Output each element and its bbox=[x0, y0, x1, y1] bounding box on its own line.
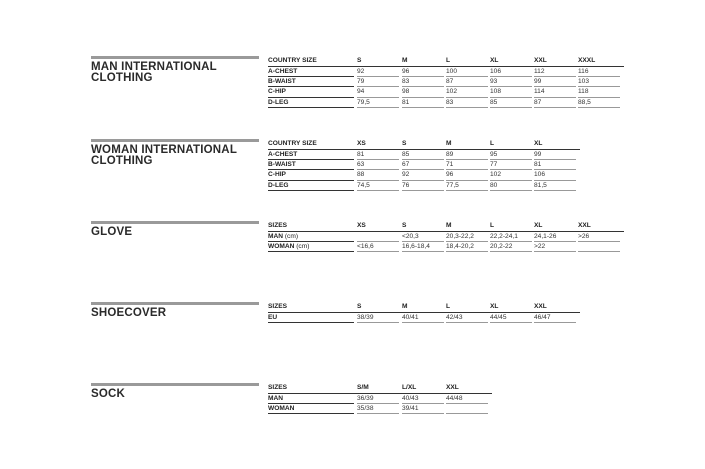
table-row bbox=[268, 181, 580, 191]
table-header-row bbox=[268, 56, 624, 67]
column-header: XXL bbox=[534, 303, 547, 310]
table-header-row bbox=[268, 221, 624, 232]
size-table bbox=[268, 383, 492, 414]
column-header: S bbox=[357, 57, 362, 64]
table-row bbox=[268, 98, 624, 108]
table-cell: 98 bbox=[402, 88, 410, 96]
column-header: XL bbox=[534, 222, 543, 229]
table-cell: 114 bbox=[534, 88, 545, 96]
column-header: L bbox=[490, 140, 495, 147]
row-label-text: D-LEG bbox=[268, 98, 289, 106]
table-cell: 112 bbox=[534, 68, 545, 75]
cell-rule bbox=[446, 413, 488, 414]
table-cell: 102 bbox=[490, 171, 502, 179]
section-title: WOMAN INTERNATIONAL CLOTHING bbox=[91, 144, 237, 167]
table-cell: 92 bbox=[357, 68, 365, 75]
table-cell: 87 bbox=[446, 78, 454, 86]
cell-rule bbox=[357, 190, 399, 191]
row-label-rule bbox=[268, 413, 354, 414]
cell-rule bbox=[446, 322, 488, 323]
table-cell: 35/38 bbox=[357, 405, 374, 413]
cell-rule bbox=[534, 107, 576, 108]
column-header: S bbox=[402, 222, 407, 229]
table-row bbox=[268, 313, 580, 323]
table-cell: 102 bbox=[446, 88, 458, 96]
cell-rule bbox=[402, 413, 444, 414]
cell-rule bbox=[357, 251, 399, 252]
cell-rule bbox=[402, 190, 444, 191]
table-cell: 42/43 bbox=[446, 314, 463, 321]
table-cell: 71 bbox=[446, 161, 454, 169]
table-cell: 76 bbox=[402, 181, 410, 189]
table-cell: 20,2-22 bbox=[490, 243, 513, 251]
cell-rule bbox=[578, 107, 620, 108]
table-cell: 87 bbox=[534, 98, 542, 106]
table-cell: 100 bbox=[446, 68, 458, 75]
column-header: S bbox=[402, 140, 407, 147]
table-cell: 22,2-24,1 bbox=[490, 233, 518, 240]
table-cell: 85 bbox=[402, 151, 410, 158]
column-header: COUNTRY SIZE bbox=[268, 140, 317, 147]
table-cell: 46/47 bbox=[534, 314, 551, 321]
section-rule bbox=[91, 302, 259, 305]
table-row bbox=[268, 160, 580, 170]
cell-rule bbox=[490, 190, 532, 191]
cell-rule bbox=[490, 322, 532, 323]
table-cell: <20,3 bbox=[402, 233, 419, 240]
table-cell: 40/41 bbox=[402, 314, 419, 321]
table-header-row bbox=[268, 302, 580, 313]
column-header: M bbox=[402, 57, 408, 64]
table-header-row bbox=[268, 383, 492, 394]
column-header: XS bbox=[357, 222, 366, 229]
table-cell: 63 bbox=[357, 161, 365, 169]
row-label-text: WOMAN bbox=[268, 243, 295, 251]
table-cell: 103 bbox=[578, 78, 590, 86]
size-table bbox=[268, 56, 624, 108]
section-heading bbox=[91, 139, 259, 167]
cell-rule bbox=[357, 107, 399, 108]
table-cell: 77 bbox=[490, 161, 498, 169]
cell-rule bbox=[357, 413, 399, 414]
table-cell: 99 bbox=[534, 151, 542, 158]
table-cell: 81,5 bbox=[534, 181, 547, 189]
column-header: SIZES bbox=[268, 384, 288, 391]
column-header: XL bbox=[534, 140, 543, 147]
table-cell: >26 bbox=[578, 233, 590, 240]
column-header: L bbox=[490, 222, 495, 229]
row-label-text: A-CHEST bbox=[268, 151, 298, 158]
cell-rule bbox=[446, 107, 488, 108]
section-heading bbox=[91, 221, 259, 238]
table-cell: 85 bbox=[490, 98, 498, 106]
table-row bbox=[268, 404, 492, 414]
table-row bbox=[268, 242, 624, 252]
table-cell: 83 bbox=[446, 98, 454, 106]
table-cell: 40/43 bbox=[402, 395, 419, 402]
table-cell: 108 bbox=[490, 88, 502, 96]
row-label-text: A-CHEST bbox=[268, 68, 298, 75]
table-cell: 94 bbox=[357, 88, 365, 96]
column-header: L bbox=[446, 303, 451, 310]
size-table bbox=[268, 139, 580, 191]
table-cell: 92 bbox=[402, 171, 410, 179]
cell-rule bbox=[446, 251, 488, 252]
table-row bbox=[268, 170, 580, 180]
section-title: GLOVE bbox=[91, 226, 133, 238]
section-rule bbox=[91, 139, 259, 142]
section-rule bbox=[91, 383, 259, 386]
row-unit: (cm) bbox=[283, 233, 299, 240]
column-header: XL bbox=[490, 57, 499, 64]
table-cell: 67 bbox=[402, 161, 410, 169]
section-rule bbox=[91, 56, 259, 59]
table-row bbox=[268, 67, 624, 77]
column-header: S bbox=[357, 303, 362, 310]
table-cell: 89 bbox=[446, 151, 454, 158]
table-cell: 16,6-18,4 bbox=[402, 243, 430, 251]
table-cell: 96 bbox=[402, 68, 410, 75]
column-header: XL bbox=[490, 303, 499, 310]
column-header: M bbox=[446, 222, 452, 229]
cell-rule bbox=[446, 190, 488, 191]
table-cell: 74,5 bbox=[357, 181, 370, 189]
section-title: MAN INTERNATIONAL CLOTHING bbox=[91, 61, 217, 84]
column-header: L/XL bbox=[402, 384, 417, 391]
row-label-rule bbox=[268, 251, 354, 252]
size-table bbox=[268, 302, 580, 323]
column-header: XXL bbox=[534, 57, 547, 64]
row-label-text: WOMAN bbox=[268, 405, 295, 413]
row-label-text: B-WAIST bbox=[268, 78, 296, 86]
table-cell: 79 bbox=[357, 78, 365, 86]
cell-rule bbox=[402, 322, 444, 323]
column-header: M bbox=[402, 303, 408, 310]
table-cell: 18,4-20,2 bbox=[446, 243, 474, 251]
row-label-text: EU bbox=[268, 314, 278, 321]
column-header: XXL bbox=[446, 384, 459, 391]
cell-rule bbox=[534, 322, 576, 323]
table-cell: 20,3-22,2 bbox=[446, 233, 474, 240]
table-cell: 77,5 bbox=[446, 181, 459, 189]
table-cell: >22 bbox=[534, 243, 546, 251]
table-header-row bbox=[268, 139, 580, 150]
table-cell: 81 bbox=[357, 151, 365, 158]
column-header: S/M bbox=[357, 384, 369, 391]
table-cell: 106 bbox=[534, 171, 546, 179]
table-cell: 96 bbox=[446, 171, 454, 179]
table-cell: 88,5 bbox=[578, 98, 591, 106]
section-heading bbox=[91, 56, 259, 84]
row-label-text: B-WAIST bbox=[268, 161, 296, 169]
row-label-text: D-LEG bbox=[268, 181, 289, 189]
column-header: SIZES bbox=[268, 222, 288, 229]
table-cell: 88 bbox=[357, 171, 365, 179]
table-row bbox=[268, 232, 624, 242]
table-cell: 118 bbox=[578, 88, 589, 96]
column-header: XXL bbox=[578, 222, 591, 229]
section-title: SHOECOVER bbox=[91, 307, 167, 319]
table-row bbox=[268, 394, 492, 404]
section-title: SOCK bbox=[91, 388, 126, 400]
table-cell: 79,5 bbox=[357, 98, 370, 106]
section-rule bbox=[91, 221, 259, 224]
table-cell: 99 bbox=[534, 78, 542, 86]
row-label-rule bbox=[268, 322, 354, 323]
column-header: SIZES bbox=[268, 303, 288, 310]
column-header: M bbox=[446, 140, 452, 147]
row-label-text: C-HIP bbox=[268, 171, 286, 179]
cell-rule bbox=[490, 107, 532, 108]
table-cell: 81 bbox=[534, 161, 542, 169]
size-table bbox=[268, 221, 624, 252]
row-label-rule bbox=[268, 107, 354, 108]
cell-rule bbox=[578, 251, 620, 252]
table-cell: 106 bbox=[490, 68, 502, 75]
row-label-rule bbox=[268, 190, 354, 191]
row-label-text: MAN bbox=[268, 395, 284, 402]
table-row bbox=[268, 87, 624, 97]
table-cell: 80 bbox=[490, 181, 498, 189]
table-cell: 38/39 bbox=[357, 314, 374, 321]
row-unit: (cm) bbox=[294, 243, 310, 251]
table-cell: 95 bbox=[490, 151, 498, 158]
column-header: COUNTRY SIZE bbox=[268, 57, 317, 64]
cell-rule bbox=[402, 107, 444, 108]
column-header: L bbox=[446, 57, 451, 64]
cell-rule bbox=[490, 251, 532, 252]
table-cell: 93 bbox=[490, 78, 498, 86]
table-cell: 44/48 bbox=[446, 395, 463, 402]
cell-rule bbox=[534, 251, 576, 252]
table-cell: 39/41 bbox=[402, 405, 419, 413]
column-header: XXXL bbox=[578, 57, 596, 64]
table-cell: 116 bbox=[578, 68, 589, 75]
cell-rule bbox=[402, 251, 444, 252]
section-heading bbox=[91, 302, 259, 319]
table-cell: 44/45 bbox=[490, 314, 507, 321]
table-cell: 24,1-26 bbox=[534, 233, 557, 240]
row-label-text: MAN bbox=[268, 233, 284, 240]
column-header: XS bbox=[357, 140, 366, 147]
table-cell: 36/39 bbox=[357, 395, 374, 402]
table-row bbox=[268, 150, 580, 160]
cell-rule bbox=[534, 190, 576, 191]
table-cell: 81 bbox=[402, 98, 410, 106]
table-cell: <16,6 bbox=[357, 243, 374, 251]
table-cell: 83 bbox=[402, 78, 410, 86]
cell-rule bbox=[357, 322, 399, 323]
table-row bbox=[268, 77, 624, 87]
section-heading bbox=[91, 383, 259, 400]
row-label-text: C-HIP bbox=[268, 88, 286, 96]
